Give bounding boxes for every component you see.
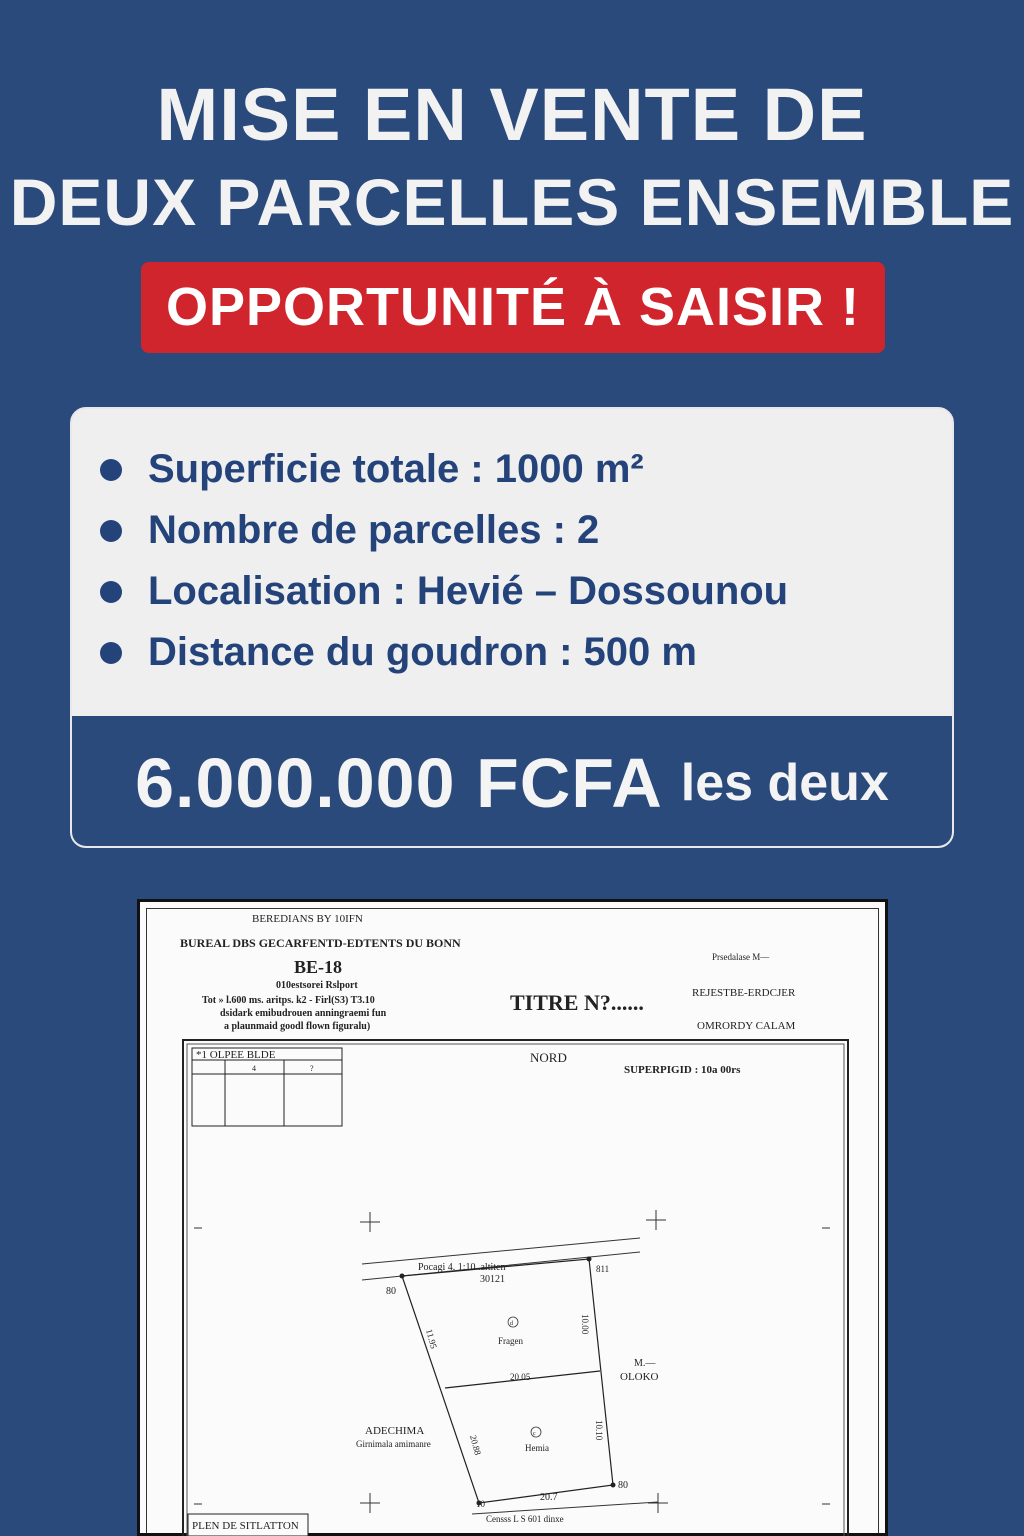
neighbor-left-1: ADECHIMA bbox=[365, 1425, 425, 1437]
price-amount: 6.000.000 FCFA bbox=[135, 744, 663, 822]
plan-table-c2: 4 bbox=[252, 1064, 256, 1073]
right-side-dim: 10.00 bbox=[580, 1314, 590, 1335]
plan-line-4: a plaunmaid goodl flown figuralu) bbox=[224, 1021, 371, 1032]
price-bar bbox=[72, 716, 952, 848]
bottom-left-corner: 10 bbox=[476, 1499, 485, 1509]
feature-text: Localisation : Hevié – Dossounou bbox=[148, 569, 789, 613]
lot1-mark: d bbox=[510, 1321, 513, 1327]
neighbor-right-2: OLOKO bbox=[620, 1371, 659, 1383]
bullet-icon bbox=[100, 520, 122, 542]
bottom-road-label: Censss L S 601 dinxe bbox=[486, 1514, 564, 1524]
plan-titre: TITRE N?...... bbox=[510, 990, 644, 1015]
bullet-icon bbox=[100, 459, 122, 481]
feature-text: Superficie totale : 1000 m² bbox=[148, 447, 644, 491]
feature-item-area bbox=[98, 439, 788, 500]
plan-header-top: BEREDIANS BY 10IFN bbox=[252, 913, 363, 925]
plan-header-bureau: BUREAL DBS GECARFENTD-EDTENTS DU BONN bbox=[180, 936, 461, 950]
survey-plan-drawing bbox=[140, 902, 885, 1536]
neighbor-left-2: Girnimala amimanre bbox=[356, 1439, 431, 1449]
plan-superficie: SUPERPIGID : 10a 00rs bbox=[624, 1064, 741, 1076]
bottom-dim: 20.7 bbox=[540, 1492, 558, 1503]
lot1-label: Fragen bbox=[498, 1336, 523, 1346]
plan-right-3: OMRORDY CALAM bbox=[697, 1020, 796, 1032]
survey-plan-image bbox=[137, 899, 888, 1536]
bottom-road-line bbox=[472, 1502, 658, 1514]
left-side-dim: 11.95 bbox=[424, 1327, 439, 1350]
lot2-mark: c bbox=[533, 1431, 536, 1437]
right-corner: 811 bbox=[596, 1264, 610, 1274]
feature-item-distance bbox=[98, 622, 788, 683]
plan-right-1: Prsedalase M— bbox=[712, 952, 770, 962]
details-card bbox=[70, 407, 954, 848]
left-corner: 80 bbox=[386, 1286, 396, 1297]
mid-dim: 20.05 bbox=[510, 1372, 531, 1382]
neighbor-right-1: M.— bbox=[634, 1358, 656, 1369]
top-road-line-1 bbox=[362, 1238, 640, 1264]
top-dim: 30121 bbox=[480, 1274, 505, 1285]
plan-line-2: Tot » l.600 ms. aritps. k2 - Firl(S3) T3.10 bbox=[202, 995, 375, 1006]
top-road-label: Pocagi 4. 1:10 .altiten bbox=[418, 1262, 506, 1273]
feature-text: Nombre de parcelles : 2 bbox=[148, 508, 600, 552]
feature-text: Distance du goudron : 500 m bbox=[148, 630, 697, 674]
plan-footer: PLEN DE SITLATTON bbox=[192, 1520, 299, 1532]
feature-item-count bbox=[98, 500, 788, 561]
plan-table-header: *1 OLPEE BLDE bbox=[196, 1049, 276, 1061]
plan-inner-frame bbox=[183, 1040, 848, 1536]
headline-line-2: DEUX PARCELLES ENSEMBLE bbox=[9, 165, 1015, 239]
bullet-icon bbox=[100, 581, 122, 603]
feature-item-location bbox=[98, 561, 788, 622]
headline-line-1: MISE EN VENTE DE bbox=[156, 73, 868, 156]
right-side-dim-2: 10.10 bbox=[594, 1420, 604, 1441]
left-side-dim-2: 20.88 bbox=[468, 1433, 483, 1457]
registration-marks bbox=[194, 1210, 830, 1513]
plan-table-c3: ? bbox=[310, 1064, 314, 1073]
plan-right-2: REJESTBE-ERDCJER bbox=[692, 987, 796, 999]
plan-inner-frame-2 bbox=[187, 1044, 844, 1536]
plan-line-3: dsidark emibudrouen anningraemi fun bbox=[220, 1008, 387, 1019]
plan-line-1: 010estsorei Rslport bbox=[276, 980, 358, 991]
plan-nord: NORD bbox=[530, 1050, 567, 1065]
bullet-icon bbox=[100, 642, 122, 664]
lot2-label: Hemia bbox=[525, 1443, 549, 1453]
bottom-right-corner: 80 bbox=[618, 1480, 628, 1491]
feature-list bbox=[98, 439, 788, 683]
price-suffix: les deux bbox=[680, 754, 889, 812]
plan-code: BE-18 bbox=[294, 957, 343, 977]
opportunity-badge: OPPORTUNITÉ À SAISIR ! bbox=[141, 262, 885, 353]
